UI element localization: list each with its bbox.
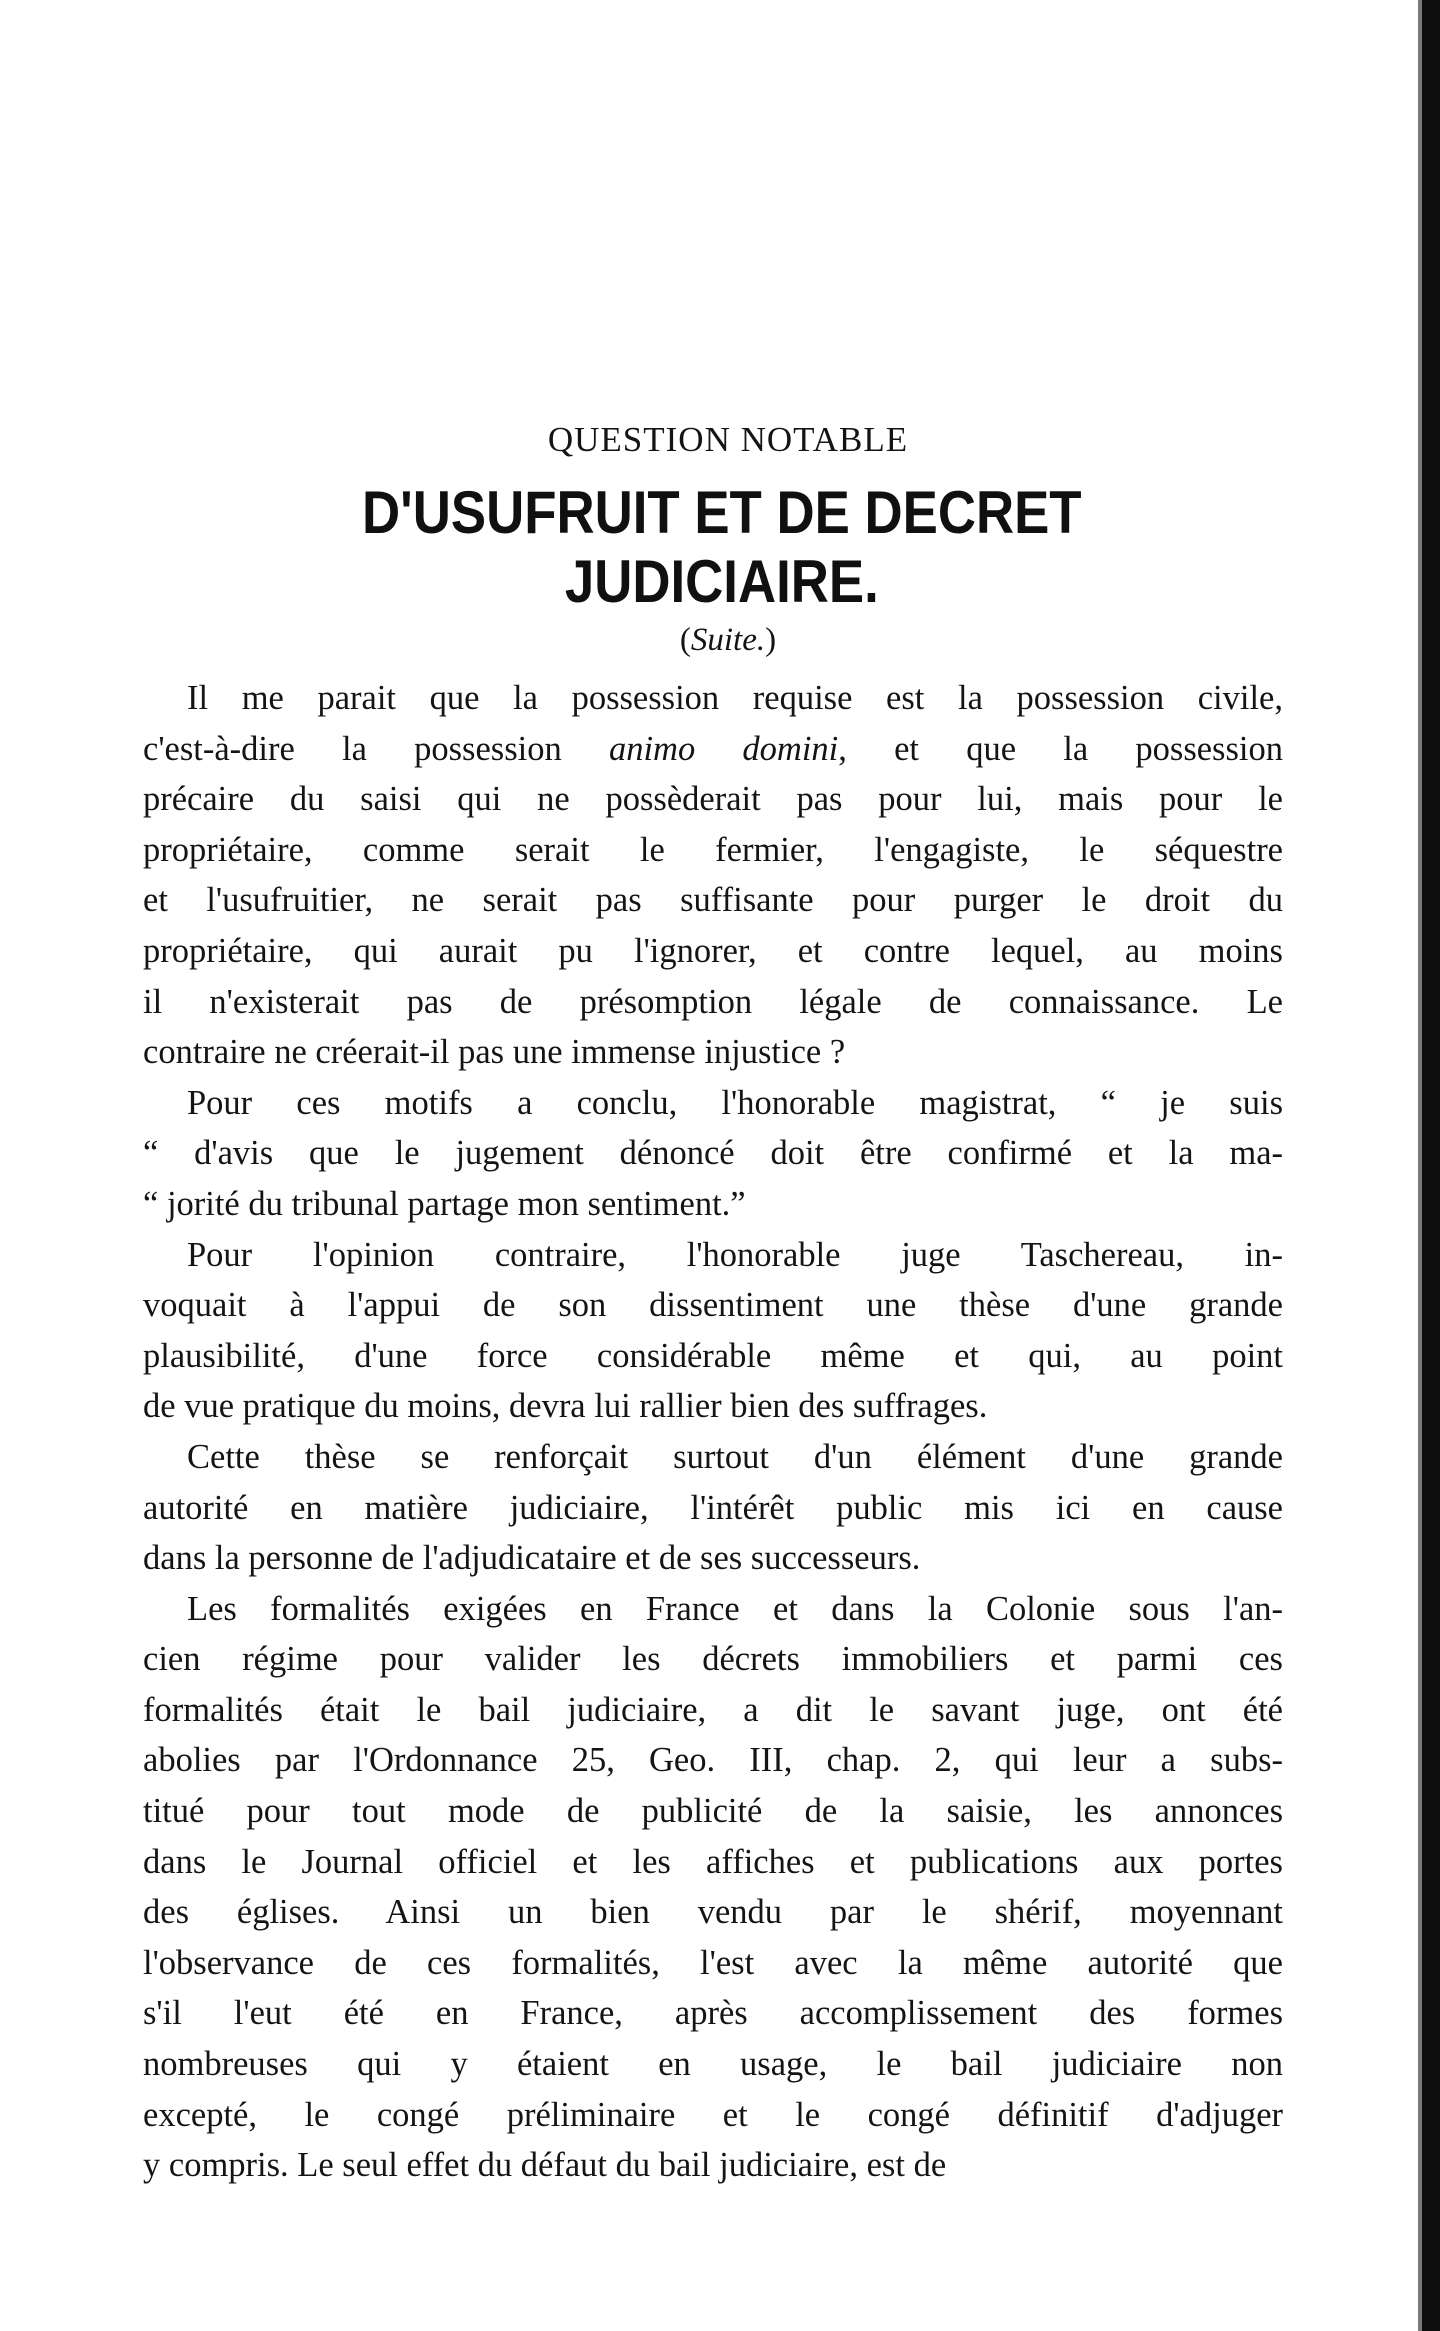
text-line: propriétaire, qui aurait pu l'ignorer, et contre lequel, au moins [143, 931, 1283, 970]
text-line: contraire ne créerait-il pas une immense injustice ? [143, 1033, 846, 1072]
text-line: c'est-à-dire la possession animo domini, et que la possession [143, 729, 1283, 768]
binding-edge [1422, 0, 1440, 2331]
text-line: nombreuses qui y étaient en usage, le bail judiciaire non [143, 2045, 1283, 2084]
text-line: dans le Journal officiel et les affiches et publications aux portes [143, 1842, 1283, 1881]
text-line: Il me parait que la possession requise est la possession civile, [187, 679, 1283, 717]
paragraph [143, 1432, 1283, 1584]
subtitle-italic: Suite. [690, 622, 766, 658]
text-line: Pour l'opinion contraire, l'honorable juge Taschereau, in- [187, 1235, 1283, 1274]
text-line: l'observance de ces formalités, l'est avec la même autorité que [143, 1943, 1283, 1982]
page-content [143, 420, 1283, 2191]
heading-subtitle: (Suite.) [679, 622, 777, 658]
text-line: Cette thèse se renforçait surtout d'un élément d'une grande [187, 1437, 1283, 1476]
body-text [143, 673, 1283, 2191]
text-line: voquait à l'appui de son dissentiment une thèse d'une grande [143, 1286, 1283, 1325]
text-line: plausibilité, d'une force considérable même et qui, au point [143, 1336, 1283, 1375]
italic-phrase: animo domini [608, 729, 839, 768]
text-line: dans la personne de l'adjudicataire et de ses successeurs. [143, 1539, 921, 1578]
text-line: “ jorité du tribunal partage mon sentiment.” [143, 1184, 746, 1223]
text-line: Pour ces motifs a conclu, l'honorable magistrat, “ je suis [187, 1083, 1283, 1122]
text-line: s'il l'eut été en France, après accomplissement des formes [143, 1994, 1283, 2033]
text-line: excepté, le congé préliminaire et le congé définitif d'adjuger [143, 2095, 1283, 2134]
paragraph [143, 1078, 1283, 1230]
text-line: précaire du saisi qui ne possèderait pas pour lui, mais pour le [143, 780, 1283, 819]
paragraph [143, 1230, 1283, 1432]
paragraph [143, 673, 1283, 1078]
heading-kicker: QUESTION NOTABLE [547, 420, 909, 459]
text-line: cien régime pour valider les décrets immobiliers et parmi ces [143, 1640, 1283, 1679]
paragraph [143, 1584, 1283, 2191]
text-line: “ d'avis que le jugement dénoncé doit être confirmé et la ma- [143, 1134, 1283, 1173]
text-line: abolies par l'Ordonnance 25, Geo. III, chap. 2, qui leur a subs- [143, 1741, 1283, 1780]
text-line: des églises. Ainsi un bien vendu par le shérif, moyennant [143, 1893, 1283, 1932]
text-line: il n'existerait pas de présomption légale de connaissance. Le [143, 982, 1283, 1021]
text-line: de vue pratique du moins, devra lui rallier bien des suffrages. [143, 1387, 988, 1426]
page-title: D'USUFRUIT ET DE DECRET JUDICIAIRE. [362, 479, 1082, 615]
text-line: titué pour tout mode de publicité de la saisie, les annonces [143, 1792, 1283, 1831]
text-line: formalités était le bail judiciaire, a dit le savant juge, ont été [143, 1690, 1283, 1729]
text-line: autorité en matière judiciaire, l'intérêt public mis ici en cause [143, 1488, 1283, 1527]
text-line: Les formalités exigées en France et dans la Colonie sous l'an- [187, 1589, 1283, 1628]
text-line: propriétaire, comme serait le fermier, l'engagiste, le séquestre [143, 830, 1283, 869]
text-line: y compris. Le seul effet du défaut du bail judiciaire, est de [143, 2146, 947, 2185]
text-line: et l'usufruitier, ne serait pas suffisante pour purger le droit du [143, 881, 1283, 920]
